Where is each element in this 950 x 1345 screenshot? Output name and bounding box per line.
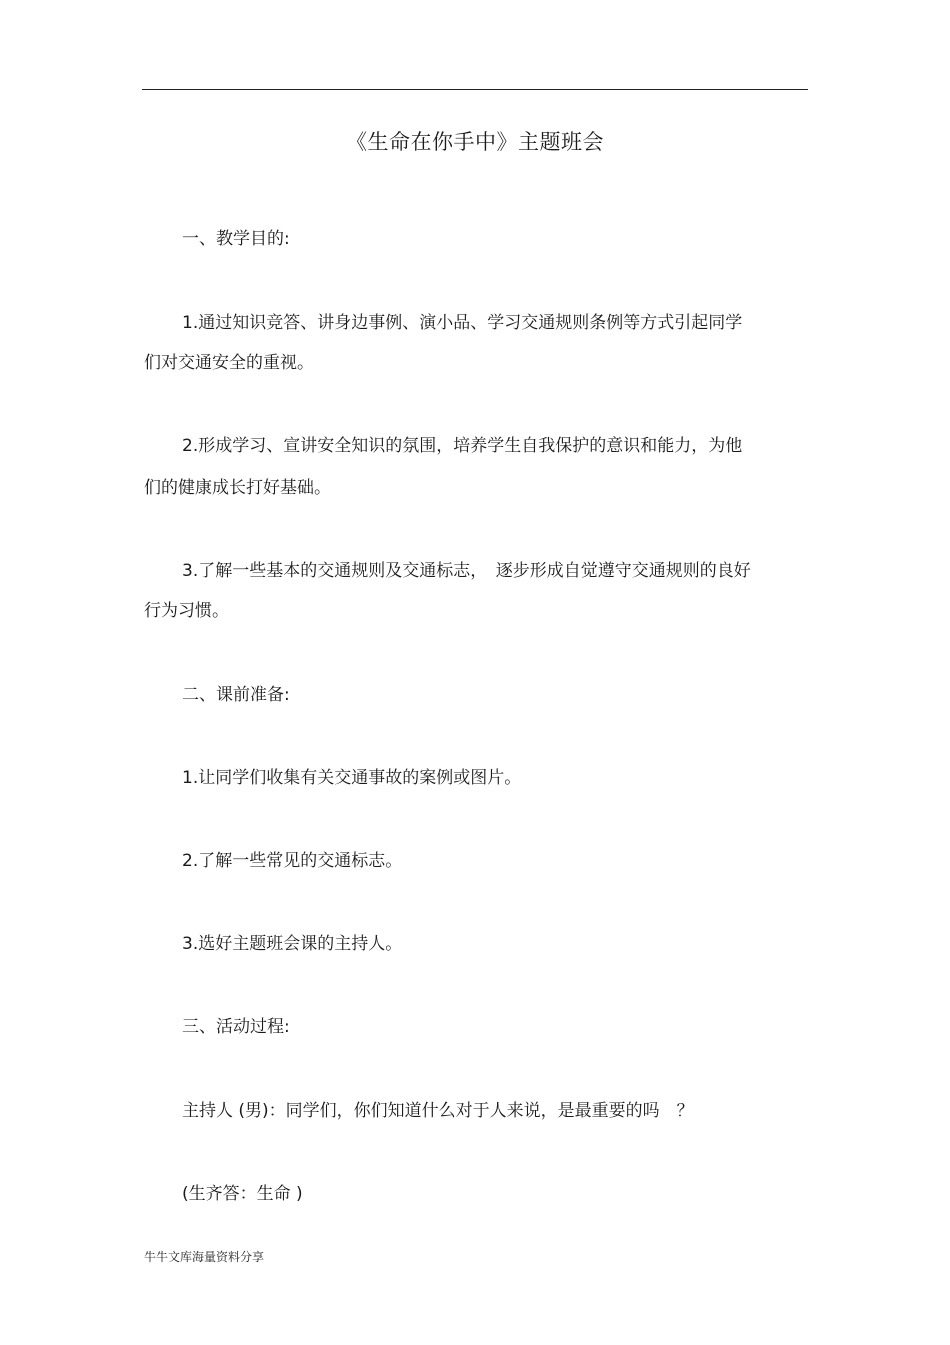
document-title: 《生命在你手中》主题班会 — [346, 130, 604, 154]
header-rule — [142, 89, 808, 90]
objective-3-line-1: 3.了解一些基本的交通规则及交通标志， 逐步形成自觉遵守交通规则的良好 — [182, 561, 751, 581]
objective-1-line-1: 1.通过知识竞答、讲身边事例、演小品、学习交通规则条例等方式引起同学 — [182, 313, 743, 333]
preparation-item-1: 1.让同学们收集有关交通事故的案例或图片。 — [182, 768, 522, 788]
objective-1-line-2: 们对交通安全的重视。 — [144, 353, 314, 373]
objective-3-line-2: 行为习惯。 — [144, 601, 229, 621]
section-heading-activity: 三、活动过程: — [182, 1017, 290, 1037]
preparation-item-3: 3.选好主题班会课的主持人。 — [182, 934, 403, 954]
section-heading-preparation: 二、课前准备: — [182, 685, 290, 705]
objective-2-line-2: 们的健康成长打好基础。 — [144, 478, 331, 498]
host-dialogue-line: 主持人 (男)：同学们，你们知道什么对于人来说，是最重要的吗 ？ — [182, 1101, 694, 1121]
footer-text: 牛牛文库海量资料分享 — [144, 1250, 265, 1264]
preparation-item-2: 2.了解一些常见的交通标志。 — [182, 851, 403, 871]
section-heading-objectives: 一、教学目的: — [182, 229, 290, 249]
objective-2-line-1: 2.形成学习、宣讲安全知识的氛围，培养学生自我保护的意识和能力，为他 — [182, 436, 743, 456]
student-answer-line: (生齐答：生命 ) — [182, 1184, 303, 1204]
